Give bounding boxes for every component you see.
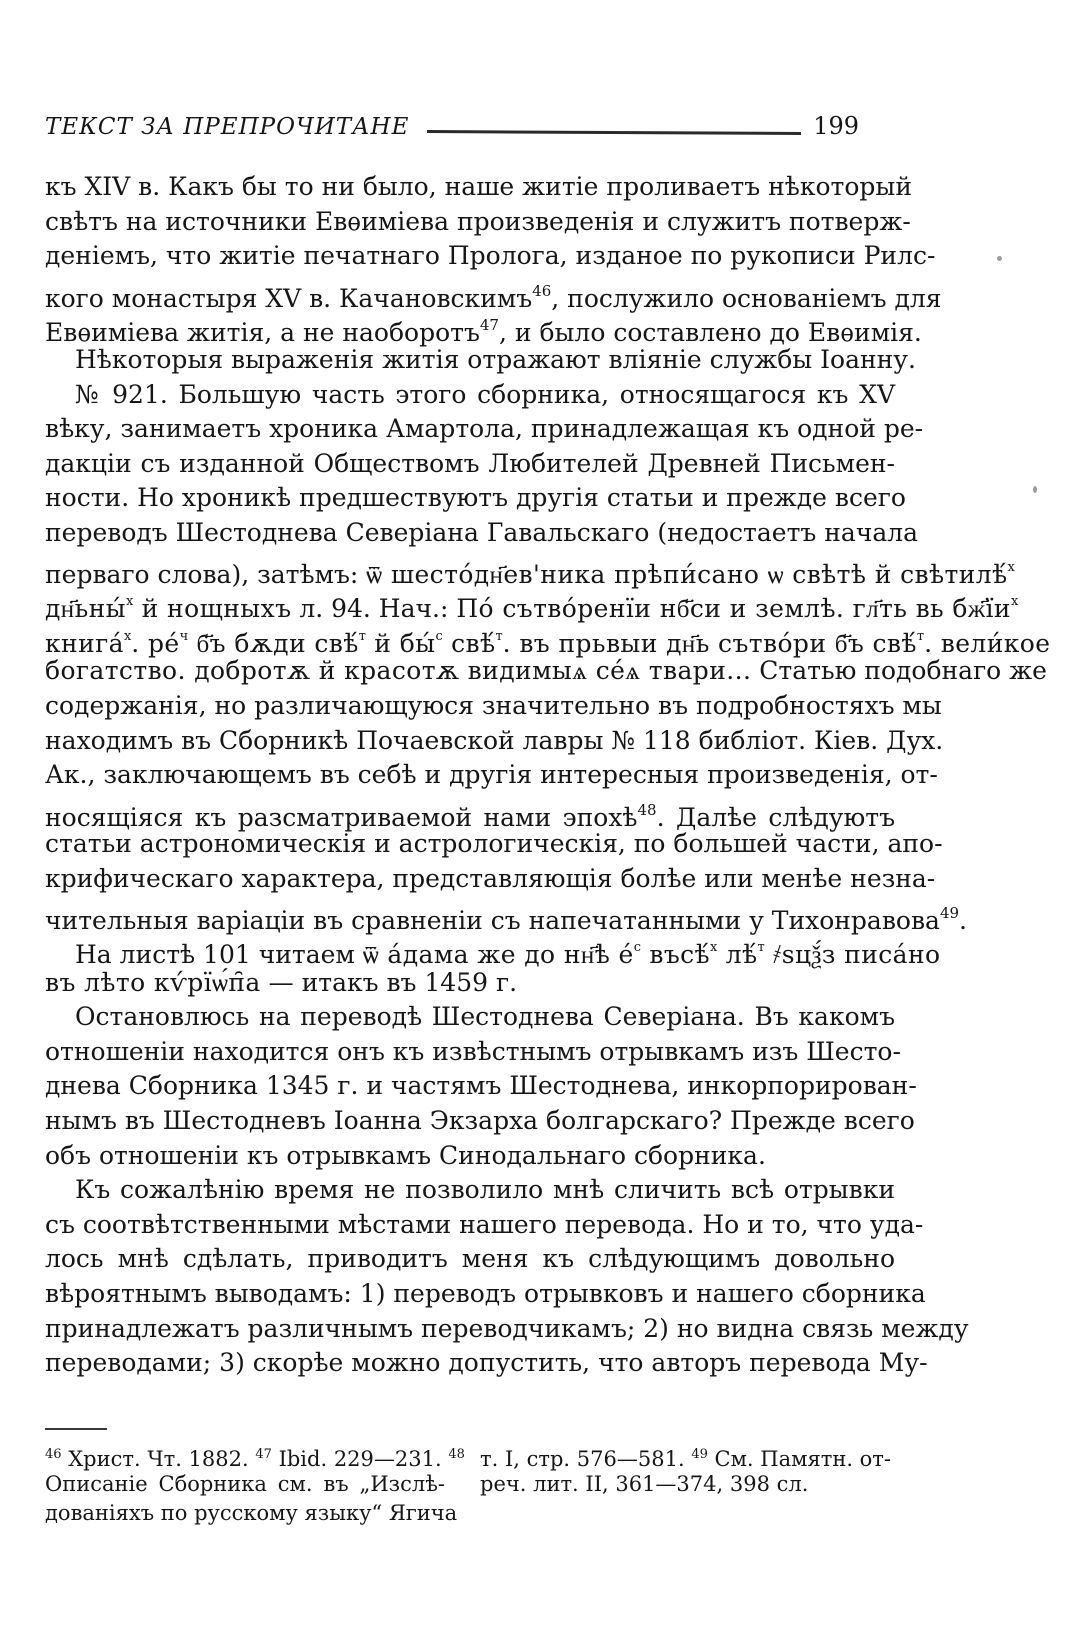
church-slavonic-text: книга́ [45,628,124,658]
church-slavonic-text: ҂ѕцѯ́з писа́но [764,940,941,970]
text-run: нымъ въ Шестодневъ Іоанна Экзарха болгарскаго? Прежде всего [45,1106,915,1136]
text-run: Статью подобнаго же [751,656,1047,686]
text-line [45,447,895,482]
text-line [45,205,911,240]
scan-speck [1033,486,1037,493]
church-slavonic-text: ѿ а́дама же до нн҃ѣ е́ [362,940,634,970]
text-line [45,966,895,1001]
text-line [45,620,1051,658]
text-line [45,1104,915,1139]
body-text-block [45,170,1051,1381]
text-line [45,1035,901,1070]
text-line [45,412,924,447]
text-line [45,1208,924,1243]
text-run: Ак., заключающемъ въ себѣ и другія интересныя произведенія, от- [45,760,938,790]
church-slavonic-text: . вели́кое [924,628,1051,658]
text-line [45,585,1019,624]
cs-superscript: т [916,628,925,644]
text-run: носящіяся къ разсматриваемой нами эпохѣ [45,802,638,832]
text-run: Нѣкоторыя выраженія житія отражают вліяніе службы Іоанну. [75,344,916,374]
text-line [45,1346,928,1381]
text-line [45,274,942,313]
footnote-ref: 46 [532,281,552,300]
text-run: № 921. Большую часть этого сборника, относящагося къ XV [75,379,895,409]
text-line [45,343,916,378]
footnote-ref: 48 [448,1447,465,1462]
text-line [45,689,942,724]
text-line [45,170,912,205]
text-run: вѣку, занимаетъ хроника Амартола, принадлежащая къ одной ре- [45,414,924,444]
text-run: принадлежатъ различнымъ переводчикамъ; 2) но видна связь между [45,1313,969,1343]
cs-superscript: х [1011,594,1019,610]
cs-superscript: х [710,940,718,956]
text-line [45,1470,445,1500]
cs-superscript: х [123,628,132,644]
cs-superscript: т [358,628,366,644]
text-run: Ibid. 229—231. [271,1447,449,1471]
text-run: съ соотвѣтственными мѣстами нашего перевода. Но и то, что уда- [45,1209,924,1239]
text-run: крифическаго характера, представляющія болѣе или менѣе незна- [45,863,936,893]
text-line [45,931,941,970]
cs-superscript: с [633,940,641,956]
footnote-separator [45,1428,107,1430]
church-slavonic-text: й бы́ [365,628,436,658]
text-run: лось мнѣ сдѣлать, приводитъ меня къ слѣдующимъ довольно [45,1244,895,1274]
text-run: вѣроятнымъ выводамъ: 1) переводъ отрывковъ и нашего сборника [45,1279,926,1308]
footnote-column-left [45,1440,465,1529]
text-run: , послужило основаніемъ для [551,283,942,313]
text-line [45,378,895,413]
text-run: свѣтъ на источники Евѳиміева произведенія и служитъ потверж- [45,206,911,236]
text-run: Евѳиміева житія, а не наоборотъ [45,318,480,348]
text-line [45,1312,969,1347]
text-run: л. 94. Нач.: [291,594,457,624]
text-line [480,1470,880,1500]
text-line [45,1173,895,1208]
footnotes [45,1440,895,1529]
cs-superscript: ч [179,628,189,644]
text-run: кого монастыря XV в. Качановскимъ [45,283,533,313]
page-number: 199 [813,112,859,140]
header-rule [427,130,801,135]
text-line [45,1139,895,1174]
text-run: дакціи съ изданной Обществомъ Любителей Древней Письмен- [45,448,895,478]
cs-superscript: с [435,628,443,644]
text-line [45,724,944,759]
scan-speck [997,256,1002,261]
footnote-ref: 46 [45,1447,62,1462]
text-line [45,862,936,897]
text-line [45,308,922,348]
text-run: переводами; 3) скорѣе можно допустить, что авторъ перевода Му- [45,1348,928,1378]
text-line [45,1499,458,1529]
text-run: перваго слова), затѣмъ: [45,559,367,589]
text-run: . [959,906,967,936]
footnote-ref: 48 [637,800,657,819]
church-slavonic-text: лѣ́ [717,940,758,970]
text-line [45,1069,917,1104]
church-slavonic-text: богатство. добротѫ й красотѫ видимыѧ се́ѧ твари... [45,656,752,686]
text-line [45,793,895,832]
text-run: Христ. Чт. 1882. [61,1447,256,1471]
text-run: къ XIV в. Какъ бы то ни было, наше житіе проливаетъ нѣкоторый [45,172,912,201]
text-line [45,896,967,936]
church-slavonic-text: . ре́ [131,628,180,658]
text-line [45,516,919,551]
text-run: чительныя варіаціи въ сравненіи съ напечатанными у Тихонравова [45,906,940,936]
text-run: находимъ въ Сборникѣ Почаевской лавры № 118 библіот. Кіев. Дух. [45,725,944,755]
cs-superscript: х [1007,559,1015,575]
text-run: ности. Но хроникѣ предшествуютъ другія статьи и прежде всего [45,483,906,513]
text-line [45,827,943,862]
footnote-ref: 49 [939,904,960,923]
text-run: См. Памятн. от- [707,1447,892,1471]
text-run: днева Сборника 1345 г. и частямъ Шестоднева, инкорпорирован- [45,1071,917,1101]
text-run: переводъ Шестоднева Северіана Гавальскаго (недостаетъ начала [45,517,919,547]
church-slavonic-text: въ лѣто кѵ́рїѡ́п̑а [45,967,261,997]
church-slavonic-text: . въ прьвыи дн҃ь сътво́ри б҃ъ свѣ́ [502,628,917,658]
running-title: ТЕКСТ ЗА ПРЕПРОЧИТАНЕ [45,114,410,140]
text-line [45,654,1047,689]
text-run: Остановлюсь на переводѣ Шестоднева Северіана. Въ какомъ [75,1002,895,1032]
text-line [45,481,906,516]
text-run: Къ сожалѣнію время не позволило мнѣ сличить всѣ отрывки [75,1175,895,1205]
cs-superscript: х [125,594,134,610]
church-slavonic-text: дн҃ьны́ [45,594,126,624]
text-line [45,1000,895,1035]
text-run: — итакъ въ 1459 г. [260,967,518,997]
cs-superscript: т [757,940,765,956]
page-header [45,112,859,140]
footnote-ref: 47 [479,316,499,335]
footnote-column-right [480,1440,892,1529]
text-line [45,1277,926,1312]
footnote-ref: 49 [691,1447,708,1462]
text-run: . Далѣе слѣдуютъ [656,802,895,832]
text-run: , и было составлено до Евѳимія. [498,318,922,348]
cs-superscript: т [495,628,503,644]
church-slavonic-text: въсѣ́ [641,940,711,970]
text-line [480,1440,892,1471]
text-run: деніемъ, что житіе печатнаго Пролога, изданое по рукописи Рилс- [45,241,936,271]
text-line [45,239,936,274]
text-line [45,1440,465,1471]
text-line [45,1242,895,1277]
church-slavonic-text: б҃ъ бѫди свѣ́ [188,628,359,658]
text-run: статьи астрономическія и астрологическія, по большей части, апо- [45,829,943,859]
footnote-ref: 47 [255,1447,272,1462]
text-run: т. I, стр. 576—581. [480,1447,692,1471]
church-slavonic-text: й нощныхъ [133,594,292,624]
text-run: объ отношеніи къ отрывкамъ Синодальнаго сборника. [45,1140,766,1170]
text-run: Описаніе Сборника см. въ „Изслѣ- [45,1471,445,1496]
church-slavonic-text: По́ сътво́ренїи нб҃си и землѣ. гл҃ть вь бж҃їи [456,594,1011,624]
text-run: отношеніи находится онъ къ извѣстнымъ отрывкамъ изъ Шесто- [45,1036,901,1066]
text-line [45,758,938,793]
text-run: На листѣ 101 читаем [75,940,363,970]
text-run: дованіяхъ по русскому языку“ Ягича [45,1501,458,1525]
church-slavonic-text: ѿ шесто́дн҃ев'ника прѣпи́сано ѡ свѣтѣ й свѣтилѣ́ [366,559,1008,589]
text-line [45,551,1015,589]
text-run: реч. лит. II, 361—374, 398 сл. [480,1471,809,1496]
church-slavonic-text: свѣ́ [442,628,496,658]
text-run: содержанія, но различающуюся значительно въ подробностяхъ мы [45,690,942,720]
